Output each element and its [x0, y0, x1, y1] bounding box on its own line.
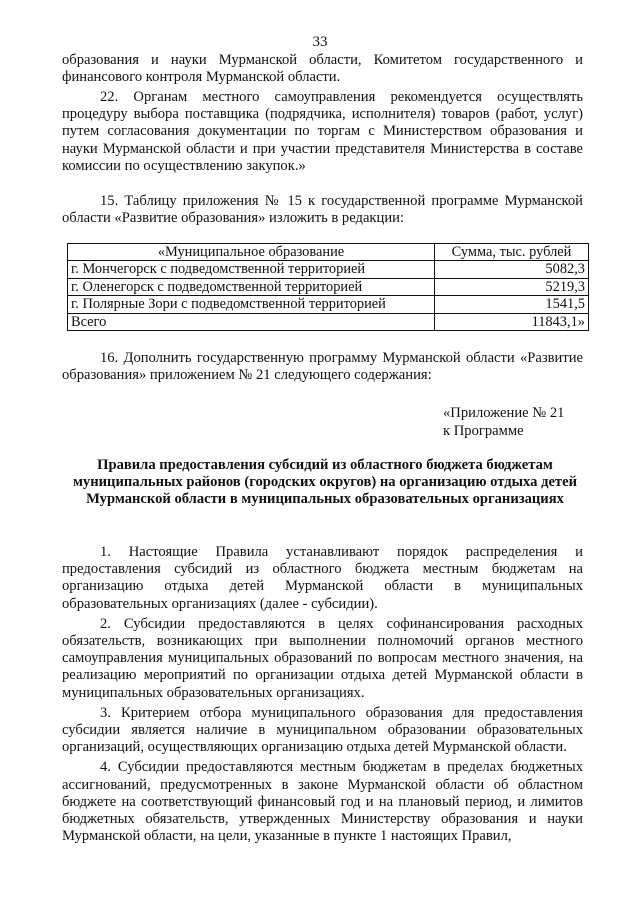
- municipality-name: г. Мончегорск с подведомственной территорией: [68, 261, 435, 278]
- table-header-row: [68, 244, 589, 261]
- appendix-number: «Приложение № 21: [443, 405, 565, 421]
- paragraph-22: [62, 89, 583, 175]
- rules-list: [62, 544, 583, 848]
- intro-paragraph: [62, 52, 583, 86]
- column-header-municipality: «Муниципальное образование: [68, 244, 435, 261]
- paragraph-22-text: 22. Органам местного самоуправления рекомендуется осуществлять процедуру выбора поставщика (подрядчика, исполнителя) товаров (работ, услуг) путем согласования документации по торгам с Министерством образования и науки Мурманской области и при участии представителя Министерства в составе комиссии по осуществлению закупок.»: [62, 89, 583, 174]
- table-row: [68, 278, 589, 295]
- rule-item: 2. Субсидии предоставляются в целях софинансирования расходных обязательств, возникающих при выполнении полномочий органов местного самоуправления муниципальных образований по вопросам местного значения, на реализацию мероприятий по организации отдыха детей Мурманской области в муниципальных образовательных организациях.: [62, 615, 583, 701]
- paragraph-16: [62, 350, 583, 384]
- municipality-sum: 5082,3: [435, 261, 589, 278]
- rules-title: Правила предоставления субсидий из областного бюджета бюджетам муниципальных районов (городских округов) на организацию отдыха детей Мурманской области в муниципальных образовательных организациях: [72, 457, 577, 508]
- municipality-sum: 1541,5: [435, 296, 589, 313]
- rule-item: 1. Настоящие Правила устанавливают порядок распределения и предоставления субсидий из областного бюджета местным бюджетам на организацию отдыха детей Мурманской области в муниципальных образовательных организациях (далее - субсидии).: [62, 544, 583, 612]
- municipality-sum: 5219,3: [435, 278, 589, 295]
- column-header-sum: Сумма, тыс. рублей: [435, 244, 589, 261]
- appendix-program: к Программе: [443, 423, 524, 439]
- rule-item: 3. Критерием отбора муниципального образования для предоставления субсидии является наличие в муниципальном образовании образовательных организаций, осуществляющих организацию отдыха детей Мурманской области.: [62, 704, 583, 756]
- appendix-reference: [443, 404, 564, 440]
- paragraph-15: [62, 193, 583, 227]
- total-sum: 11843,1»: [435, 313, 589, 330]
- table-row: [68, 261, 589, 278]
- paragraph-15-text: 15. Таблицу приложения № 15 к государственной программе Мурманской области «Развитие образования» изложить в редакции:: [62, 193, 583, 227]
- rule-item: 4. Субсидии предоставляются местным бюджетам в пределах бюджетных ассигнований, предусмотренных в законе Мурманской области об областном бюджете на соответствующий финансовый год и на плановый период, и лимитов бюджетных обязательств, утвержденных Министерству образования и науки Мурманской области, на цели, указанные в пункте 1 настоящих Правил,: [62, 759, 583, 845]
- paragraph-16-text: 16. Дополнить государственную программу Мурманской области «Развитие образования» приложением № 21 следующего содержания:: [62, 350, 583, 384]
- municipality-name: г. Полярные Зори с подведомственной территорией: [68, 296, 435, 313]
- page-number: 33: [312, 34, 328, 50]
- table-row: [68, 296, 589, 313]
- municipality-table: [67, 243, 589, 331]
- total-label: Всего: [68, 313, 435, 330]
- table-total-row: [68, 313, 589, 330]
- municipality-name: г. Оленегорск с подведомственной территорией: [68, 278, 435, 295]
- intro-text: образования и науки Мурманской области, Комитетом государственного и финансового контроля Мурманской области.: [62, 52, 583, 86]
